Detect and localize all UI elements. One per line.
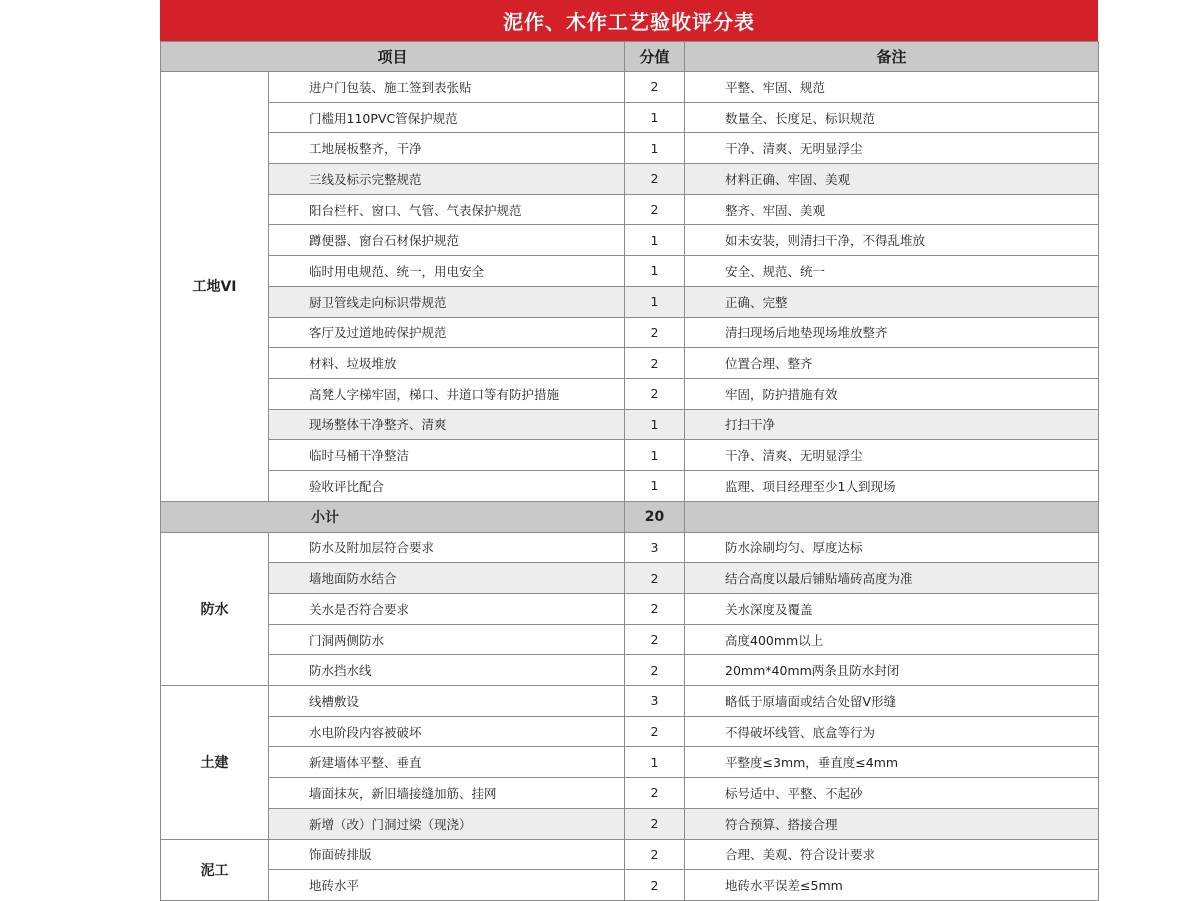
table-row xyxy=(161,686,1099,717)
score-cell: 2 xyxy=(625,624,685,655)
note-cell: 位置合理、整齐 xyxy=(685,348,1099,379)
note-cell: 整齐、牢固、美观 xyxy=(685,194,1099,225)
score-cell: 2 xyxy=(625,594,685,625)
item-cell: 临时马桶干净整洁 xyxy=(269,440,625,471)
item-cell: 线槽敷设 xyxy=(269,686,625,717)
table-row xyxy=(161,348,1099,379)
table-row xyxy=(161,164,1099,195)
table-row xyxy=(161,655,1099,686)
score-cell: 1 xyxy=(625,286,685,317)
note-cell: 符合预算、搭接合理 xyxy=(685,808,1099,839)
group-label: 防水 xyxy=(161,532,269,685)
score-cell: 1 xyxy=(625,102,685,133)
item-cell: 客厅及过道地砖保护规范 xyxy=(269,317,625,348)
item-cell: 墙地面防水结合 xyxy=(269,563,625,594)
score-cell: 2 xyxy=(625,716,685,747)
note-cell: 监理、项目经理至少1人到现场 xyxy=(685,470,1099,501)
subtotal-note xyxy=(685,501,1099,532)
item-cell: 阳台栏杆、窗口、气管、气表保护规范 xyxy=(269,194,625,225)
note-cell: 清扫现场后地垫现场堆放整齐 xyxy=(685,317,1099,348)
note-cell: 安全、规范、统一 xyxy=(685,256,1099,287)
item-cell: 临时用电规范、统一，用电安全 xyxy=(269,256,625,287)
note-cell: 不得破坏线管、底盒等行为 xyxy=(685,716,1099,747)
group-label: 泥工 xyxy=(161,839,269,900)
score-cell: 2 xyxy=(625,655,685,686)
item-cell: 饰面砖排版 xyxy=(269,839,625,870)
note-cell: 牢固，防护措施有效 xyxy=(685,378,1099,409)
subtotal-score: 20 xyxy=(625,501,685,532)
score-cell: 2 xyxy=(625,348,685,379)
item-cell: 门洞两侧防水 xyxy=(269,624,625,655)
table-row xyxy=(161,747,1099,778)
table-row xyxy=(161,194,1099,225)
score-cell: 2 xyxy=(625,808,685,839)
item-cell: 蹲便器、窗台石材保护规范 xyxy=(269,225,625,256)
item-cell: 工地展板整齐，干净 xyxy=(269,133,625,164)
sheet-title: 泥作、木作工艺验收评分表 xyxy=(160,0,1098,41)
item-cell: 地砖水平 xyxy=(269,870,625,901)
table-row xyxy=(161,870,1099,901)
item-cell: 材料、垃圾堆放 xyxy=(269,348,625,379)
item-cell: 新增（改）门洞过梁（现浇） xyxy=(269,808,625,839)
item-cell: 三线及标示完整规范 xyxy=(269,164,625,195)
note-cell: 标号适中、平整、不起砂 xyxy=(685,778,1099,809)
score-sheet xyxy=(160,0,1098,901)
note-cell: 平整、牢固、规范 xyxy=(685,72,1099,103)
score-cell: 1 xyxy=(625,409,685,440)
table-row xyxy=(161,286,1099,317)
score-cell: 2 xyxy=(625,317,685,348)
note-cell: 打扫干净 xyxy=(685,409,1099,440)
table-row xyxy=(161,808,1099,839)
score-cell: 2 xyxy=(625,194,685,225)
item-cell: 验收评比配合 xyxy=(269,470,625,501)
score-cell: 3 xyxy=(625,532,685,563)
table-row xyxy=(161,225,1099,256)
score-cell: 2 xyxy=(625,563,685,594)
table-row xyxy=(161,72,1099,103)
score-cell: 2 xyxy=(625,870,685,901)
table-row xyxy=(161,102,1099,133)
table-row xyxy=(161,716,1099,747)
header-item: 项目 xyxy=(161,42,625,72)
group-label: 工地VI xyxy=(161,72,269,502)
table-row xyxy=(161,470,1099,501)
table-row xyxy=(161,378,1099,409)
note-cell: 结合高度以最后铺贴墙砖高度为准 xyxy=(685,563,1099,594)
note-cell: 平整度≤3mm，垂直度≤4mm xyxy=(685,747,1099,778)
table-row xyxy=(161,778,1099,809)
item-cell: 高凳人字梯牢固，梯口、井道口等有防护措施 xyxy=(269,378,625,409)
item-cell: 水电阶段内容被破坏 xyxy=(269,716,625,747)
table-row xyxy=(161,624,1099,655)
note-cell: 正确、完整 xyxy=(685,286,1099,317)
score-cell: 2 xyxy=(625,72,685,103)
subtotal-row xyxy=(161,501,1099,532)
table-row xyxy=(161,532,1099,563)
note-cell: 如未安装，则清扫干净，不得乱堆放 xyxy=(685,225,1099,256)
score-cell: 2 xyxy=(625,164,685,195)
header-score: 分值 xyxy=(625,42,685,72)
note-cell: 防水涂刷均匀、厚度达标 xyxy=(685,532,1099,563)
table-row xyxy=(161,409,1099,440)
table-row xyxy=(161,256,1099,287)
item-cell: 关水是否符合要求 xyxy=(269,594,625,625)
score-cell: 1 xyxy=(625,440,685,471)
note-cell: 地砖水平误差≤5mm xyxy=(685,870,1099,901)
score-cell: 1 xyxy=(625,225,685,256)
note-cell: 干净、清爽、无明显浮尘 xyxy=(685,440,1099,471)
table-row xyxy=(161,594,1099,625)
score-cell: 2 xyxy=(625,778,685,809)
item-cell: 防水挡水线 xyxy=(269,655,625,686)
item-cell: 进户门包装、施工签到表张贴 xyxy=(269,72,625,103)
group-label: 土建 xyxy=(161,686,269,839)
item-cell: 新建墙体平整、垂直 xyxy=(269,747,625,778)
item-cell: 墙面抹灰，新旧墙接缝加筋、挂网 xyxy=(269,778,625,809)
score-table xyxy=(160,41,1099,901)
header-note: 备注 xyxy=(685,42,1099,72)
table-row xyxy=(161,133,1099,164)
note-cell: 20mm*40mm两条且防水封闭 xyxy=(685,655,1099,686)
score-cell: 3 xyxy=(625,686,685,717)
subtotal-label: 小计 xyxy=(161,501,625,532)
note-cell: 高度400mm以上 xyxy=(685,624,1099,655)
score-cell: 1 xyxy=(625,470,685,501)
table-row xyxy=(161,440,1099,471)
item-cell: 现场整体干净整齐、清爽 xyxy=(269,409,625,440)
table-row xyxy=(161,563,1099,594)
note-cell: 关水深度及覆盖 xyxy=(685,594,1099,625)
note-cell: 干净、清爽、无明显浮尘 xyxy=(685,133,1099,164)
score-cell: 1 xyxy=(625,747,685,778)
item-cell: 防水及附加层符合要求 xyxy=(269,532,625,563)
score-cell: 1 xyxy=(625,133,685,164)
score-cell: 2 xyxy=(625,839,685,870)
header-row xyxy=(161,42,1099,72)
table-row xyxy=(161,317,1099,348)
note-cell: 材料正确、牢固、美观 xyxy=(685,164,1099,195)
note-cell: 合理、美观、符合设计要求 xyxy=(685,839,1099,870)
note-cell: 数量全、长度足、标识规范 xyxy=(685,102,1099,133)
note-cell: 略低于原墙面或结合处留V形缝 xyxy=(685,686,1099,717)
item-cell: 厨卫管线走向标识带规范 xyxy=(269,286,625,317)
table-row xyxy=(161,839,1099,870)
score-cell: 2 xyxy=(625,378,685,409)
item-cell: 门槛用110PVC管保护规范 xyxy=(269,102,625,133)
score-cell: 1 xyxy=(625,256,685,287)
